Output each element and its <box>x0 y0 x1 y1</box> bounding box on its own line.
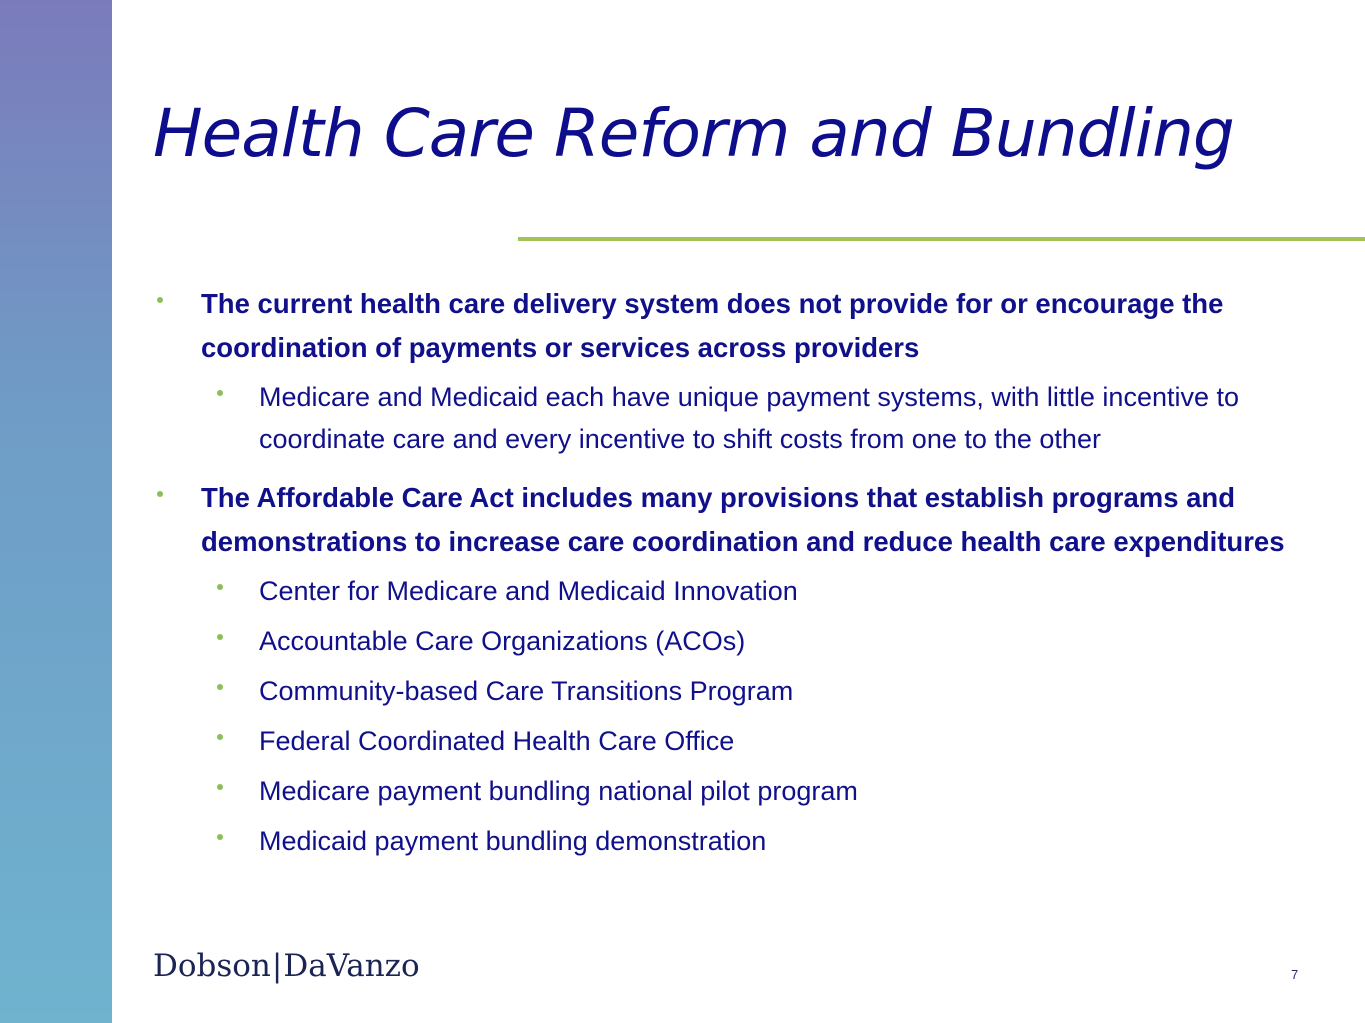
bullet-dot-icon <box>217 734 223 740</box>
logo-left-text: Dobson <box>153 948 271 984</box>
sub-bullet-item <box>153 820 1293 862</box>
sub-bullet-text: Community-based Care Transitions Program <box>259 676 794 706</box>
bullet-text: The Affordable Care Act includes many provisions that establish programs and demonstrations to increase care coordination and reduce health care expenditures <box>201 482 1285 557</box>
sub-bullet-item <box>153 620 1293 662</box>
bullet-dot-icon <box>217 390 223 396</box>
sub-bullet-text: Medicaid payment bundling demonstration <box>259 826 767 856</box>
sub-bullet-item <box>153 570 1293 612</box>
logo-right-text: DaVanzo <box>283 948 420 984</box>
sub-bullet-item <box>153 770 1293 812</box>
bullet-text: The current health care delivery system does not provide for or encourage the coordination of payments or services across providers <box>201 288 1224 363</box>
slide-title: Health Care Reform and Bundling <box>153 95 1234 172</box>
side-color-band <box>0 0 112 1023</box>
bullet-dot-icon <box>217 834 223 840</box>
bullet-item <box>153 476 1293 564</box>
slide-content <box>153 282 1293 862</box>
title-divider <box>518 237 1365 241</box>
bullet-dot-icon <box>217 584 223 590</box>
sub-bullet-text: Federal Coordinated Health Care Office <box>259 726 735 756</box>
bullet-dot-icon <box>217 784 223 790</box>
bullet-dot-icon <box>157 491 163 497</box>
sub-bullet-text: Medicare and Medicaid each have unique payment systems, with little incentive to coordinate care and every incentive to shift costs from one to the other <box>259 382 1240 454</box>
logo-separator: | <box>271 948 283 984</box>
sub-bullet-text: Center for Medicare and Medicaid Innovation <box>259 576 798 606</box>
bullet-dot-icon <box>157 297 163 303</box>
sub-bullet-item <box>153 376 1293 460</box>
page-number: 7 <box>1291 967 1299 982</box>
company-logo <box>153 948 420 984</box>
bullet-dot-icon <box>217 684 223 690</box>
bullet-item <box>153 282 1293 370</box>
sub-bullet-text: Medicare payment bundling national pilot program <box>259 776 858 806</box>
bullet-dot-icon <box>217 634 223 640</box>
sub-bullet-item <box>153 670 1293 712</box>
sub-bullet-item <box>153 720 1293 762</box>
sub-bullet-text: Accountable Care Organizations (ACOs) <box>259 626 746 656</box>
